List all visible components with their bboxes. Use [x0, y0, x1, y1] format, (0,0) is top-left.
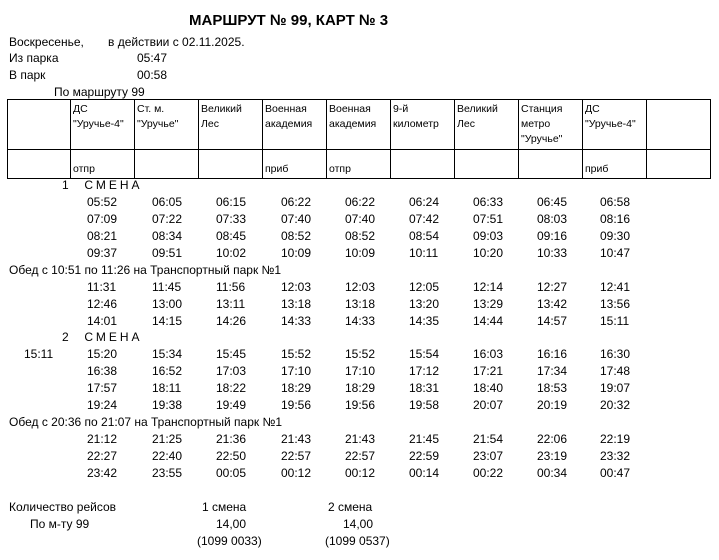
- time-cell: 09:03: [473, 229, 504, 243]
- time-cell: 22:27: [87, 449, 118, 463]
- time-cell: 14:01: [87, 314, 118, 328]
- time-cell: 14:33: [281, 314, 312, 328]
- time-cell: 19:49: [216, 398, 247, 412]
- time-cell: 16:38: [87, 364, 118, 378]
- time-cell: 12:03: [281, 280, 312, 294]
- time-cell: 11:56: [216, 280, 246, 294]
- time-cell: 15:45: [216, 347, 247, 361]
- stop-name: Великий Лес: [455, 100, 519, 150]
- time-cell: 18:29: [345, 381, 376, 395]
- shift1-label: 1 СМЕНА: [62, 178, 143, 192]
- time-cell: 19:38: [152, 398, 183, 412]
- time-cell: 14:57: [537, 314, 568, 328]
- time-cell: 23:32: [600, 449, 631, 463]
- time-cell: 10:47: [600, 246, 631, 260]
- stop-type: [455, 150, 519, 179]
- time-cell: 23:19: [537, 449, 568, 463]
- stop-name: 9-й километр: [391, 100, 455, 150]
- time-cell: 21:43: [345, 432, 376, 446]
- time-cell: 22:57: [281, 449, 312, 463]
- time-cell: 13:42: [537, 297, 568, 311]
- time-cell: 20:32: [600, 398, 631, 412]
- summary-shift2-count: 14,00: [343, 517, 374, 531]
- time-cell: 07:42: [409, 212, 440, 226]
- time-cell: 16:30: [600, 347, 631, 361]
- shift2-label: 2 СМЕНА: [62, 330, 143, 344]
- time-cell: 22:59: [409, 449, 440, 463]
- time-cell: 15:52: [345, 347, 376, 361]
- time-cell: 09:30: [600, 229, 631, 243]
- summary-shift2-label: 2 смена: [328, 500, 373, 514]
- time-cell: 00:47: [600, 466, 631, 480]
- stop-types-row: [8, 150, 711, 179]
- summary-label: Количество рейсов: [9, 500, 117, 514]
- time-cell: 20:07: [473, 398, 504, 412]
- time-cell: 07:09: [87, 212, 118, 226]
- time-cell: 08:52: [281, 229, 312, 243]
- time-cell: 21:54: [473, 432, 504, 446]
- time-cell: 06:22: [345, 195, 376, 209]
- time-cell: 00:22: [473, 466, 504, 480]
- time-cell: 17:21: [473, 364, 504, 378]
- time-cell: 21:12: [87, 432, 118, 446]
- time-cell: 18:31: [409, 381, 440, 395]
- time-cell: 18:53: [537, 381, 568, 395]
- time-cell: 13:29: [473, 297, 504, 311]
- time-cell: 17:03: [216, 364, 247, 378]
- time-cell: 13:11: [216, 297, 246, 311]
- time-cell: 00:12: [281, 466, 312, 480]
- stop-name: ДС "Уручье-4": [583, 100, 647, 150]
- time-cell: 19:58: [409, 398, 440, 412]
- time-cell: 17:10: [281, 364, 312, 378]
- summary-shift2-code: (1099 0537): [325, 534, 390, 548]
- time-cell: 07:22: [152, 212, 183, 226]
- time-cell: 15:54: [409, 347, 440, 361]
- stop-type: отпр: [71, 150, 135, 179]
- time-cell: 18:22: [216, 381, 247, 395]
- time-cell: 10:20: [473, 246, 504, 260]
- stop-name: Ст. м. "Уручье": [135, 100, 199, 150]
- time-cell: 08:52: [345, 229, 376, 243]
- time-cell: 14:26: [216, 314, 247, 328]
- time-cell: 00:14: [409, 466, 440, 480]
- time-cell: 12:14: [473, 280, 504, 294]
- time-cell: 19:56: [345, 398, 376, 412]
- time-cell: 21:25: [152, 432, 183, 446]
- stop-name: ДС "Уручье-4": [71, 100, 135, 150]
- time-cell: 22:50: [216, 449, 247, 463]
- stop-type: [199, 150, 263, 179]
- time-cell: 06:05: [152, 195, 183, 209]
- from-park-time: 05:47: [137, 51, 168, 65]
- time-cell: 15:34: [152, 347, 183, 361]
- time-cell: 10:02: [216, 246, 247, 260]
- time-cell: 13:18: [281, 297, 312, 311]
- time-cell: 16:52: [152, 364, 183, 378]
- shift2-start-time: 15:11: [24, 347, 54, 361]
- time-cell: 14:44: [473, 314, 504, 328]
- time-cell: 23:55: [152, 466, 183, 480]
- time-cell: 17:57: [87, 381, 118, 395]
- summary-route-label: По м-ту 99: [30, 517, 90, 531]
- stop-names-row: [8, 100, 711, 150]
- stop-type: [647, 150, 711, 179]
- time-cell: 14:33: [345, 314, 376, 328]
- time-cell: 10:09: [281, 246, 312, 260]
- from-park-label: Из парка: [9, 51, 59, 65]
- time-cell: 22:19: [600, 432, 631, 446]
- route-label: По маршруту 99: [54, 85, 145, 99]
- time-cell: 06:24: [409, 195, 440, 209]
- time-cell: 05:52: [87, 195, 118, 209]
- time-cell: 21:43: [281, 432, 312, 446]
- time-cell: 15:52: [281, 347, 312, 361]
- stop-type: [519, 150, 583, 179]
- time-cell: 08:45: [216, 229, 247, 243]
- time-cell: 16:16: [537, 347, 568, 361]
- time-cell: 12:05: [409, 280, 440, 294]
- to-park-label: В парк: [9, 68, 46, 82]
- time-cell: 22:40: [152, 449, 183, 463]
- time-cell: 08:54: [409, 229, 440, 243]
- time-cell: 08:34: [152, 229, 183, 243]
- time-cell: 20:19: [537, 398, 568, 412]
- time-cell: 17:48: [600, 364, 631, 378]
- time-cell: 22:06: [537, 432, 568, 446]
- time-cell: 16:03: [473, 347, 504, 361]
- summary-shift1-label: 1 смена: [202, 500, 247, 514]
- time-cell: 17:10: [345, 364, 376, 378]
- stop-name: [8, 100, 71, 150]
- time-cell: 12:41: [600, 280, 631, 294]
- stop-name: [647, 100, 711, 150]
- time-cell: 10:33: [537, 246, 568, 260]
- time-cell: 06:15: [216, 195, 247, 209]
- time-cell: 09:37: [87, 246, 118, 260]
- time-cell: 14:15: [152, 314, 183, 328]
- summary-shift1-code: (1099 0033): [197, 534, 262, 548]
- time-cell: 00:05: [216, 466, 247, 480]
- time-cell: 06:33: [473, 195, 504, 209]
- stop-type: приб: [263, 150, 327, 179]
- time-cell: 06:22: [281, 195, 312, 209]
- time-cell: 12:46: [87, 297, 118, 311]
- to-park-time: 00:58: [137, 68, 168, 82]
- time-cell: 18:11: [152, 381, 182, 395]
- time-cell: 12:03: [345, 280, 376, 294]
- stop-type: приб: [583, 150, 647, 179]
- time-cell: 07:40: [281, 212, 312, 226]
- time-cell: 23:42: [87, 466, 118, 480]
- time-cell: 11:45: [152, 280, 182, 294]
- stop-type: отпр: [327, 150, 391, 179]
- shift2-break: Обед с 20:36 по 21:07 на Транспортный парк №1: [9, 415, 282, 429]
- time-cell: 07:40: [345, 212, 376, 226]
- time-cell: 13:20: [409, 297, 440, 311]
- time-cell: 17:34: [537, 364, 568, 378]
- time-cell: 15:20: [87, 347, 118, 361]
- time-cell: 21:45: [409, 432, 440, 446]
- time-cell: 07:33: [216, 212, 247, 226]
- page-title: МАРШРУТ № 99, КАРТ № 3: [189, 12, 389, 29]
- time-cell: 11:31: [87, 280, 117, 294]
- time-cell: 18:40: [473, 381, 504, 395]
- time-cell: 17:12: [409, 364, 440, 378]
- time-cell: 09:16: [537, 229, 568, 243]
- time-cell: 09:51: [152, 246, 183, 260]
- time-cell: 15:11: [600, 314, 630, 328]
- time-cell: 06:45: [537, 195, 568, 209]
- stop-name: Станция метро "Уручье": [519, 100, 583, 150]
- time-cell: 14:35: [409, 314, 440, 328]
- time-cell: 13:18: [345, 297, 376, 311]
- stop-name: Военная академия: [327, 100, 391, 150]
- time-cell: 08:16: [600, 212, 631, 226]
- time-cell: 21:36: [216, 432, 247, 446]
- time-cell: 13:56: [600, 297, 631, 311]
- stop-type: [391, 150, 455, 179]
- stop-name: Военная академия: [263, 100, 327, 150]
- time-cell: 22:57: [345, 449, 376, 463]
- stop-type: [8, 150, 71, 179]
- shift1-break: Обед с 10:51 по 11:26 на Транспортный парк №1: [9, 263, 282, 277]
- time-cell: 00:12: [345, 466, 376, 480]
- time-cell: 10:09: [345, 246, 376, 260]
- time-cell: 08:21: [87, 229, 118, 243]
- time-cell: 19:07: [600, 381, 631, 395]
- summary-shift1-count: 14,00: [216, 517, 247, 531]
- time-cell: 18:29: [281, 381, 312, 395]
- time-cell: 23:07: [473, 449, 504, 463]
- time-cell: 19:56: [281, 398, 312, 412]
- time-cell: 00:34: [537, 466, 568, 480]
- time-cell: 06:58: [600, 195, 631, 209]
- time-cell: 19:24: [87, 398, 118, 412]
- effective-date: в действии с 02.11.2025.: [108, 35, 245, 49]
- time-cell: 10:11: [409, 246, 439, 260]
- time-cell: 13:00: [152, 297, 183, 311]
- stop-name: Великий Лес: [199, 100, 263, 150]
- time-cell: 07:51: [473, 212, 504, 226]
- stop-type: [135, 150, 199, 179]
- stops-header-table: [7, 99, 711, 179]
- time-cell: 08:03: [537, 212, 568, 226]
- time-cell: 12:27: [537, 280, 568, 294]
- day-label: Воскресенье,: [9, 35, 84, 49]
